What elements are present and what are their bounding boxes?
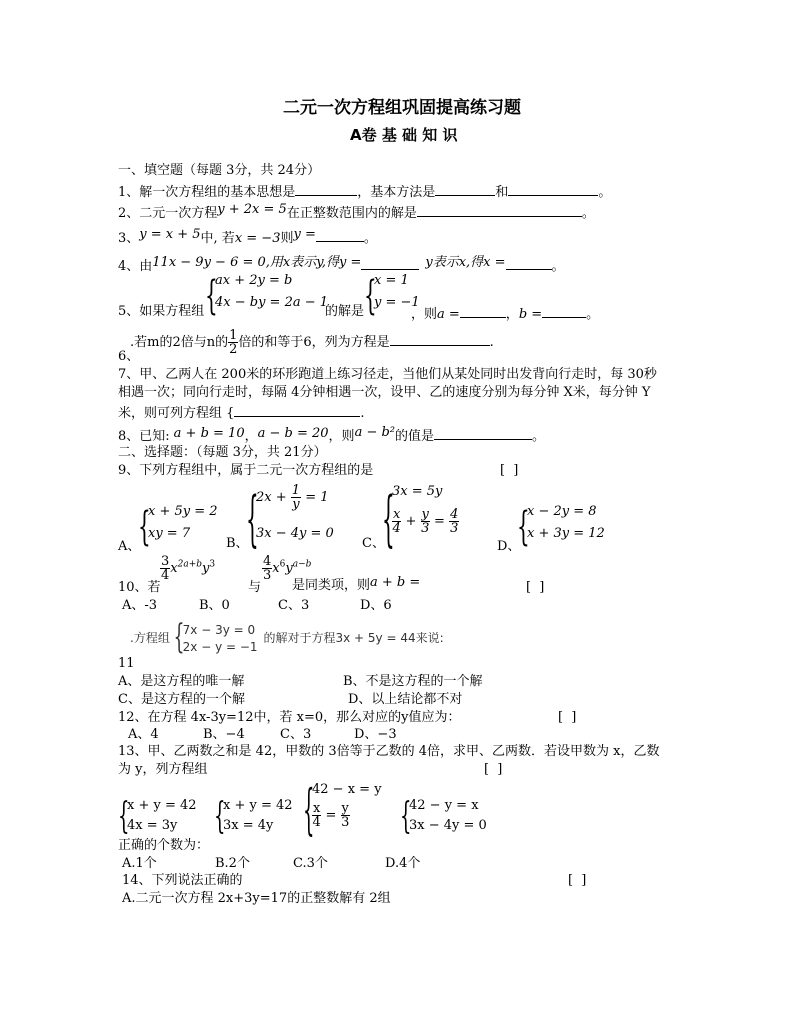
q13-s3-xd: 4 (312, 815, 321, 830)
q3-eq-1: y = x + 5 (139, 227, 201, 242)
q9-c-eq: = (434, 514, 445, 529)
question-6 (130, 325, 494, 361)
q9-b-brace: { (246, 482, 259, 554)
q4-text: 4、由 (118, 259, 153, 274)
q8-text-mid: 的值是 (395, 429, 435, 444)
q11-number: 11 (118, 656, 135, 671)
q13-option-c[interactable]: C.3个 (293, 856, 328, 871)
q9-c-rd: 3 (450, 521, 459, 536)
q11-line-1: 7x − 3y = 0 (182, 623, 256, 637)
q8-eq-2: a − b = 20 (257, 426, 329, 441)
q10-option-d[interactable]: D、6 (360, 598, 392, 613)
q5-system-1-line-1: ax + 2y = b (215, 273, 293, 288)
q10-eq: a + b = (370, 575, 421, 590)
q2-text-mid: 在正整数范围内的解是 (286, 206, 417, 221)
q13-s4-line-2: 3x − 4y = 0 (409, 818, 487, 833)
q13-s3-eq: = (325, 808, 337, 823)
q9-d-line-1: x − 2y = 8 (527, 504, 597, 519)
q4-equation: 11x − 9y − 6 = 0,用x表示y,得y = (152, 255, 362, 270)
q12-option-a[interactable]: A、4 (128, 727, 159, 742)
q8-comma: ， (244, 429, 258, 444)
q13-option-b[interactable]: B.2个 (215, 856, 250, 871)
question-13-line-2: 为 y，列方程组 (118, 762, 208, 777)
q9-c-plus: + (405, 514, 417, 529)
q13-count-label: 正确的个数为： (118, 838, 210, 853)
q2-text-end: 。 (581, 206, 595, 221)
q14-option-a[interactable]: A.二元一次方程 2x+3y=17的正整数解有 2组 (122, 891, 391, 906)
question-1 (118, 182, 611, 201)
q13-s3-brace: { (303, 780, 315, 843)
q9-c-yn: y (421, 507, 429, 522)
q10-t2-frac (262, 555, 272, 582)
question-7-line-2: 相遇一次；同向行走时，每隔 4分钟相遇一次，设甲、乙的速度分别为每分钟 X米，每分钟 Y (118, 385, 651, 400)
q9-option-d-system (517, 502, 607, 550)
question-2 (118, 203, 595, 222)
q6-fraction (228, 329, 238, 356)
q13-s1-brace: { (118, 796, 130, 838)
q11-system (173, 618, 260, 658)
q4-blank-1[interactable] (361, 256, 419, 270)
q4-blank-2[interactable] (506, 256, 552, 270)
q9-c-yd: 3 (421, 521, 430, 536)
q5-system-1-line-2: 4x − by = 2a − 1 (215, 295, 329, 310)
page-title: 二元一次方程组巩固提高练习题 (283, 98, 521, 118)
q12-option-b[interactable]: B、−4 (203, 727, 245, 742)
q11-option-d[interactable]: D、以上结论都不对 (348, 692, 463, 707)
q9-b-fraction (291, 484, 301, 511)
q13-s1-line-2: 4x = 3y (127, 818, 178, 833)
page-subtitle: A卷 基 础 知 识 (350, 126, 458, 144)
q13-s1-line-1: x + y = 42 (127, 798, 197, 813)
q3-eq-3: y = (293, 227, 316, 242)
q11-option-c[interactable]: C、是这方程的一个解 (118, 692, 245, 707)
q13-s2-brace: { (214, 796, 226, 838)
q13-answer-bracket[interactable]: [ ] (484, 762, 505, 777)
q13-system-3 (303, 780, 393, 843)
question-7-line-1: 7、甲、乙两人在 200米的环形跑道上练习径走，当他们从某处同时出发背向行走时，每 30秒 (118, 367, 657, 382)
q5-a: a = (437, 307, 460, 322)
q9-c-xn: x (393, 507, 401, 522)
q12-option-d[interactable]: D、−3 (354, 727, 397, 742)
q10-t2-x: x (272, 561, 280, 576)
q10-term-1 (160, 555, 215, 582)
q9-c-line-1: 3x = 5y (392, 484, 443, 499)
question-7-line-3 (118, 403, 365, 422)
q13-s4-brace: { (400, 796, 412, 838)
q9-option-c-system (382, 482, 482, 554)
question-8 (118, 426, 545, 445)
question-9: 9、下列方程组中，属于二元一次方程组的是 (118, 463, 374, 478)
question-13-line-1: 13、甲、乙两数之和是 42，甲数的 3倍等于乙数的 4倍，求甲、乙两数．若设甲数为 x，乙数 (118, 744, 660, 759)
q9-c-frac-r (449, 508, 459, 535)
q9-option-b-label[interactable]: B、 (226, 536, 249, 551)
q7-text: 米，则可列方程组 { (118, 406, 235, 421)
q13-s3-frac-x (312, 802, 321, 829)
q10-t2-y: y (285, 561, 293, 576)
q10-option-b[interactable]: B、0 (199, 598, 230, 613)
q7-blank[interactable] (234, 403, 360, 417)
q9-option-b-system (246, 482, 346, 554)
q10-t1-frac (160, 555, 170, 582)
question-10-label: 10、若 (118, 580, 161, 595)
q9-b-frac-num: 1 (291, 483, 301, 498)
q6-text-2: 倍的和等于6，列为方程是 (238, 335, 390, 350)
q13-system-1 (118, 796, 208, 836)
q13-s3-yn: y (341, 801, 349, 816)
q11-option-a[interactable]: A、是这方程的唯一解 (118, 674, 245, 689)
q5-system-1-brace: { (205, 271, 218, 319)
q10-t2-num: 4 (263, 554, 272, 569)
q10-t1-y: y (202, 561, 210, 576)
q14-answer-bracket[interactable]: [ ] (568, 873, 589, 888)
q8-eq-1: a + b = 10 (173, 426, 245, 441)
q9-option-a-label[interactable]: A、 (118, 539, 141, 554)
q5-text-end: 。 (586, 307, 600, 322)
q13-s4-line-1: 42 − y = x (409, 798, 479, 813)
q11-brace: { (173, 618, 185, 658)
q5-answer (411, 304, 599, 323)
q5-blank-b[interactable] (542, 304, 586, 318)
q9-b-line-2: 3x − 4y = 0 (256, 526, 334, 541)
q3-text-mid: 中, 若 (200, 231, 235, 246)
q10-t2-xexp: 6 (279, 559, 286, 570)
q9-c-xd: 4 (392, 521, 401, 536)
q9-a-line-2: xy = 7 (148, 526, 191, 541)
q9-a-line-1: x + 5y = 2 (148, 504, 218, 519)
q3-blank[interactable] (316, 228, 364, 242)
q13-option-a[interactable]: A.1个 (122, 856, 157, 871)
q5-system-2-line-2: y = −1 (374, 295, 420, 310)
question-3 (118, 228, 377, 247)
q3-text-then: 则 (280, 231, 294, 246)
q4-text-end: 。 (551, 259, 565, 274)
q9-a-brace: { (138, 502, 151, 550)
q12-answer-bracket[interactable]: [ ] (558, 710, 579, 725)
q11-text-post: 的解对于方程3x + 5y = 44来说: (263, 631, 444, 645)
q13-s3-line-2 (312, 802, 350, 829)
q6-fraction-num: 1 (229, 328, 238, 343)
q10-t1-den: 4 (161, 568, 170, 583)
q10-t2-yexp: a−b (292, 559, 312, 570)
q3-text-end: 。 (363, 231, 377, 246)
q9-b-line-1a: 2x + (256, 490, 287, 505)
q5-system-2-brace: { (364, 271, 377, 319)
q1-text-and: 和 (495, 185, 509, 200)
q9-c-rn: 4 (450, 507, 459, 522)
q13-s3-frac-y (341, 802, 350, 829)
q10-t1-x: x (170, 561, 178, 576)
q5-comma: ， (505, 307, 519, 322)
q12-option-c[interactable]: C、3 (280, 727, 312, 742)
q8-text: 8、已知: (118, 429, 170, 444)
q8-eq-3: a − b² (354, 425, 396, 440)
question-11 (130, 618, 444, 658)
section-choice: 二、选择题：（每题 3分，共 21分） (118, 445, 327, 460)
q13-s2-line-2: 3x = 4y (223, 818, 274, 833)
q8-blank[interactable] (434, 426, 532, 440)
q9-answer-bracket[interactable]: [ ] (500, 463, 521, 478)
q5-blank-a[interactable] (460, 304, 506, 318)
q5-text-mid: 的解是 (325, 304, 365, 319)
q6-text-1: .若m的2倍与n的 (130, 335, 229, 350)
q10-t1-yexp: 3 (209, 559, 216, 570)
q6-blank[interactable] (390, 332, 490, 346)
q9-b-line-1b: = 1 (305, 490, 329, 505)
q6-number: 6、 (118, 349, 140, 364)
q13-s3-line-1: 42 − x = y (312, 782, 382, 797)
q5-text-then: ，则 (411, 307, 438, 322)
q9-d-brace: { (517, 502, 530, 550)
q10-rest (292, 575, 421, 594)
question-14: 14、下列说法正确的 (122, 873, 243, 888)
q10-t1-num: 3 (161, 554, 170, 569)
q10-option-c[interactable]: C、3 (278, 598, 310, 613)
q1-blank-2[interactable] (435, 182, 495, 196)
q11-line-2: 2x − y = −1 (182, 640, 258, 654)
q10-with: 与 (248, 580, 262, 595)
question-12: 12、在方程 4x-3y=12中，若 x=0，那么对应的y值应为： (118, 710, 461, 725)
q13-s3-yd: 3 (341, 815, 350, 830)
q3-num: 3、 (118, 231, 140, 246)
q8-text-then: ，则 (328, 429, 355, 444)
q9-c-frac-x (392, 508, 401, 535)
q9-c-brace: { (382, 482, 395, 554)
q13-s3-xn: x (313, 801, 321, 816)
q13-s2-line-1: x + y = 42 (223, 798, 293, 813)
q9-b-line-1 (256, 484, 329, 511)
q10-t1-xexp: 2a+b (177, 559, 203, 570)
q9-c-frac-y (421, 508, 430, 535)
section-fill-in: 一、填空题（每题 3分，共 24分） (118, 163, 321, 178)
q9-option-a-system (138, 502, 228, 550)
q13-system-4 (400, 796, 500, 836)
q9-option-c-label[interactable]: C、 (362, 536, 385, 551)
q11-option-b[interactable]: B、不是这方程的一个解 (343, 674, 483, 689)
q7-text-end: . (360, 406, 365, 421)
q2-blank[interactable] (417, 203, 582, 217)
q1-blank-1[interactable] (295, 182, 357, 196)
q2-text: 2、二元一次方程 (118, 206, 218, 221)
q10-t2-den: 3 (263, 568, 272, 583)
q6-text-end: . (489, 335, 494, 350)
q11-text-pre: .方程组 (130, 631, 170, 645)
question-5-label: 5、如果方程组 (118, 304, 205, 319)
q6-fraction-den: 2 (229, 342, 238, 357)
q3-eq-2: x = −3 (234, 231, 281, 246)
q1-text-end: 。 (598, 185, 612, 200)
q9-option-d-label[interactable]: D、 (497, 539, 521, 554)
q1-blank-3[interactable] (508, 182, 598, 196)
q5-b: b = (518, 307, 543, 322)
q4-equation-2: y表示x,得x = (425, 255, 506, 270)
q10-text-mid: 是同类项，则 (292, 578, 371, 593)
q10-answer-bracket[interactable]: [ ] (526, 580, 547, 595)
q13-system-2 (214, 796, 304, 836)
q5-system-2-line-1: x = 1 (374, 273, 409, 288)
q9-c-line-2 (392, 508, 459, 535)
q1-text-mid: ，基本方法是 (357, 185, 436, 200)
q1-text: 1、解一次方程组的基本思想是 (118, 185, 296, 200)
q9-d-line-2: x + 3y = 12 (527, 526, 605, 541)
q10-option-a[interactable]: A、-3 (122, 598, 158, 613)
q2-equation: y + 2x = 5 (217, 202, 287, 217)
q13-option-d[interactable]: D.4个 (385, 856, 421, 871)
q8-text-end: 。 (532, 429, 546, 444)
q9-b-frac-den: y (292, 497, 300, 512)
